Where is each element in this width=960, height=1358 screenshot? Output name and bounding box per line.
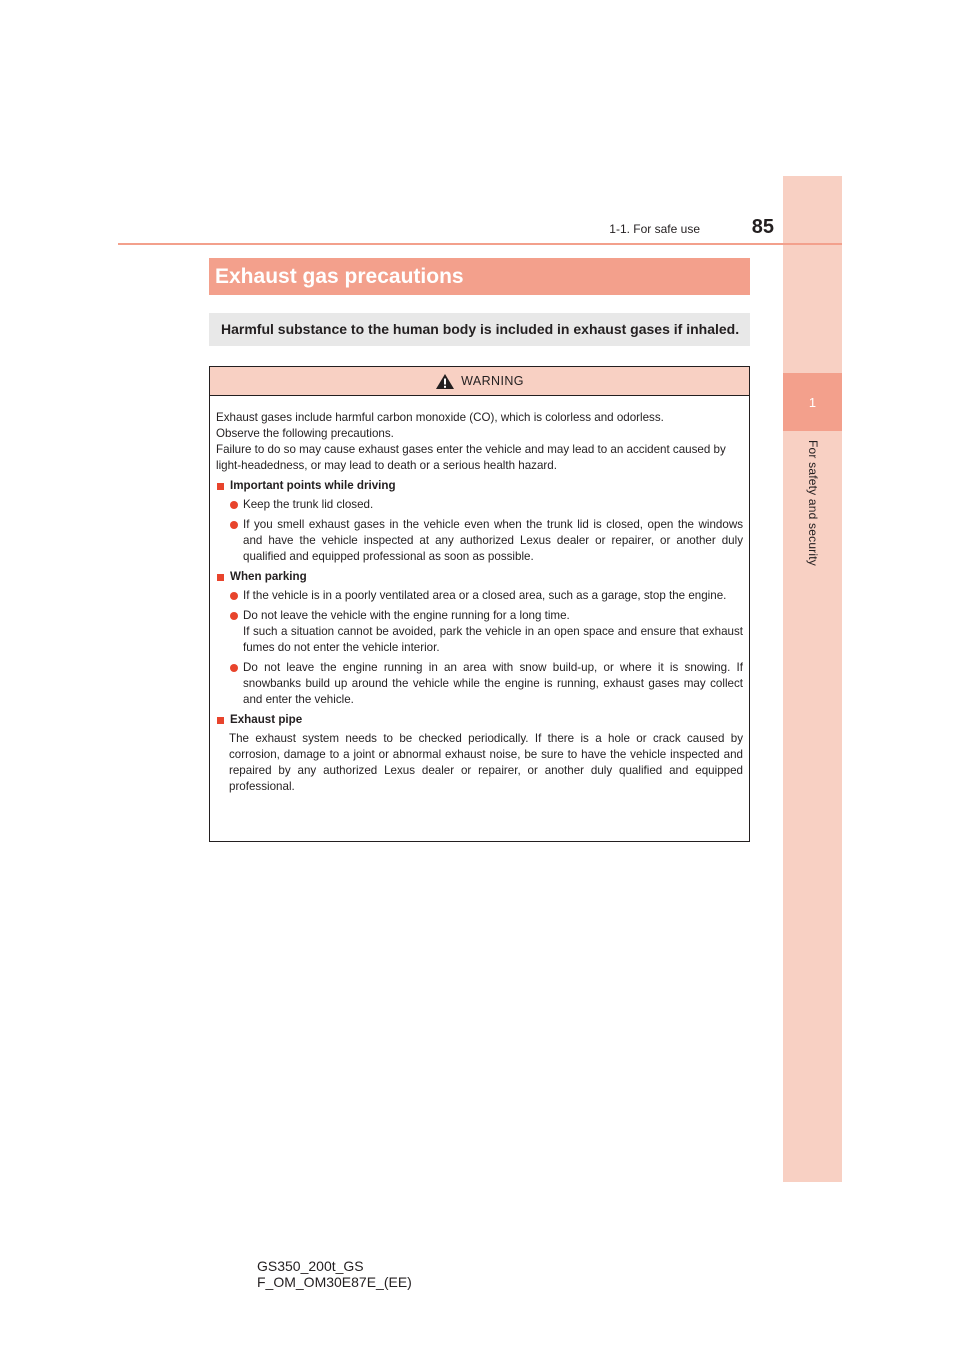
list-item: Keep the trunk lid closed.: [230, 497, 743, 513]
page-title: Exhaust gas precautions: [209, 258, 750, 295]
list-item: Do not leave the engine running in an area with snow build-up, or where it is snowing. If snowbanks build up around the vehicle while the engine is running, exhaust gases may collect and enter the vehicle.: [230, 660, 743, 708]
group-heading: Important points while driving: [216, 478, 743, 494]
square-bullet-icon: [217, 717, 224, 724]
page-number: 85: [751, 216, 774, 238]
list-item: If the vehicle is in a poorly ventilated area or a closed area, such as a garage, stop the engine.: [230, 588, 743, 604]
dot-bullet-icon: [230, 664, 238, 672]
warning-header: [210, 367, 749, 396]
square-bullet-icon: [217, 574, 224, 581]
list-item: If you smell exhaust gases in the vehicle even when the trunk lid is closed, open the windows and have the vehicle inspected at any authorized Lexus dealer or repairer, or another duly qualified and equipped professional as soon as possible.: [230, 517, 743, 565]
dot-bullet-icon: [230, 521, 238, 529]
document-code: GS350_200t_GS F_OM_OM30E87E_(EE): [257, 1258, 412, 1290]
warning-intro-line: Exhaust gases include harmful carbon monoxide (CO), which is colorless and odorless.: [216, 411, 664, 424]
dot-bullet-icon: [230, 501, 238, 509]
section-title: 1-1. For safe use: [609, 222, 700, 236]
intro-summary: Harmful substance to the human body is included in exhaust gases if inhaled.: [209, 313, 750, 346]
warning-intro-line: Observe the following precautions.: [216, 427, 394, 440]
header-divider: [118, 243, 842, 245]
group-heading: When parking: [216, 569, 743, 585]
chapter-title: For safety and security: [806, 440, 820, 566]
chapter-side-tab: [783, 176, 842, 1182]
group-heading: Exhaust pipe: [216, 712, 743, 728]
square-bullet-icon: [217, 483, 224, 490]
warning-label: WARNING: [461, 374, 524, 388]
warning-box: [209, 366, 750, 842]
list-item-line: If such a situation cannot be avoided, park the vehicle in an open space and ensure that exhaust fumes do not enter the vehicle interior.: [243, 625, 743, 654]
dot-bullet-icon: [230, 612, 238, 620]
list-item: [230, 608, 743, 656]
chapter-number: 1: [783, 373, 842, 431]
warning-intro: [216, 410, 743, 474]
exhaust-pipe-paragraph: The exhaust system needs to be checked periodically. If there is a hole or crack caused by corrosion, damage to a joint or abnormal exhaust noise, be sure to have the vehicle inspected and repaired by any authorized Lexus dealer or repairer, or another duly qualified and equipped professional.: [229, 732, 743, 793]
list-item-line: Do not leave the vehicle with the engine running for a long time.: [243, 609, 570, 622]
warning-intro-line: Failure to do so may cause exhaust gases enter the vehicle and may lead to an accident caused by light-headedness, or may lead to death or a serious health hazard.: [216, 443, 726, 472]
dot-bullet-icon: [230, 592, 238, 600]
warning-body: [210, 396, 749, 795]
warning-triangle-icon: [435, 373, 455, 390]
